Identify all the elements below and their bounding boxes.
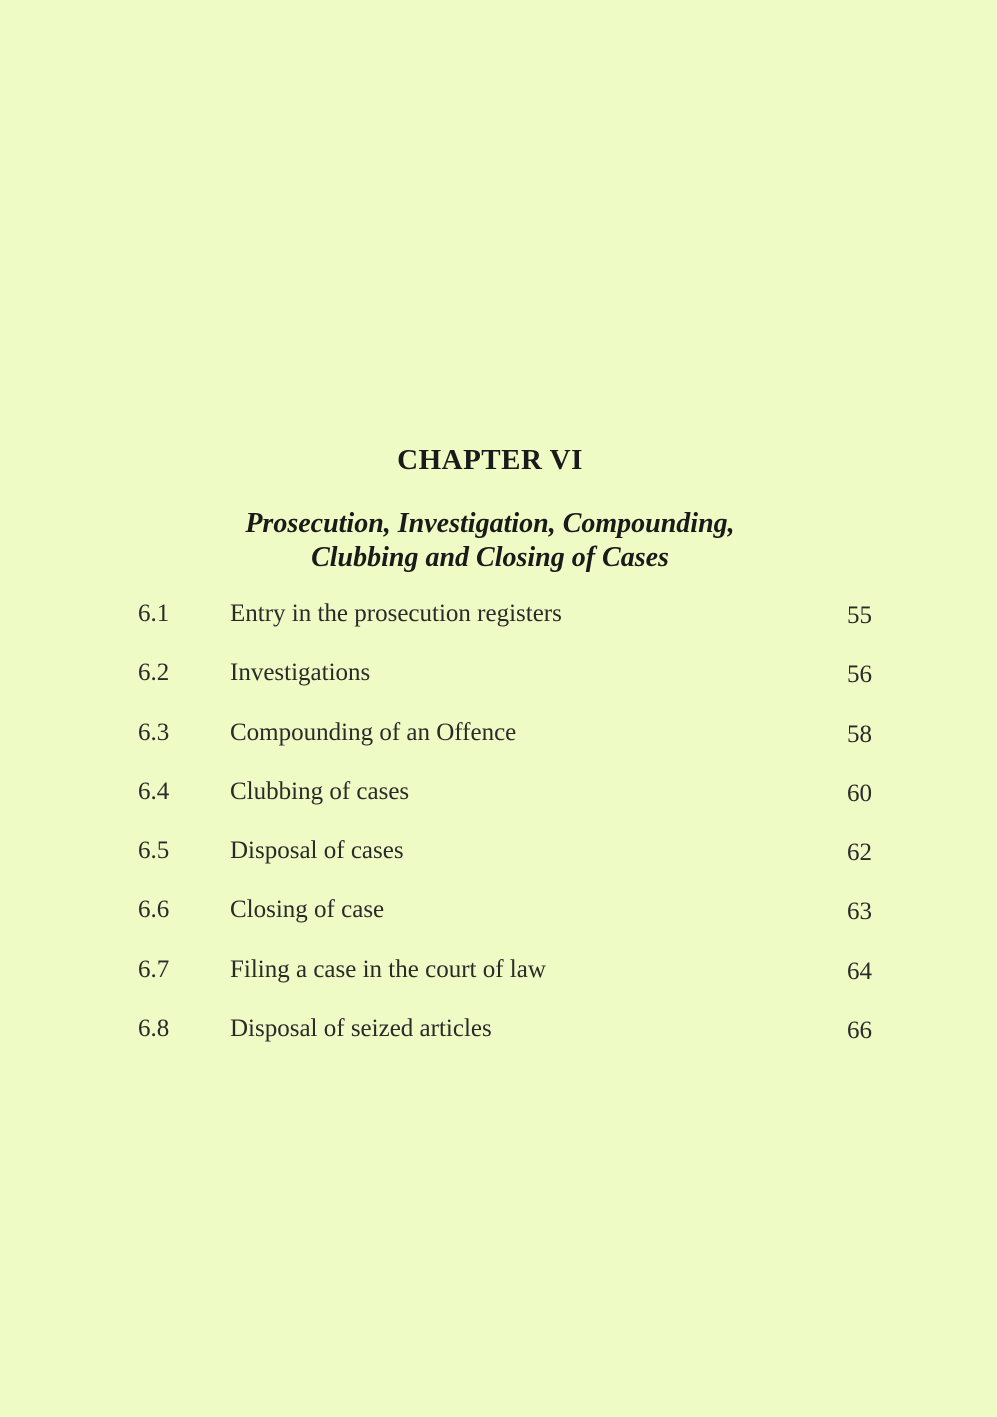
toc-entry [0,894,997,953]
toc-entry-page: 60 [847,779,872,807]
toc-entry [0,598,997,657]
toc-entry-number: 6.3 [138,718,170,746]
toc-entry [0,1013,997,1072]
toc-entry-page: 56 [847,661,872,689]
toc-entry [0,776,997,835]
toc-entry-number: 6.4 [138,777,170,805]
toc-entry [0,954,997,1013]
toc-entry-page: 62 [847,839,872,867]
toc-entry-number: 6.6 [138,896,170,924]
toc-entry-title: Clubbing of cases [230,777,410,805]
toc-entry-number: 6.7 [138,955,170,983]
chapter-subtitle-line-2: Clubbing and Closing of Cases [311,542,669,573]
toc-entry-page: 64 [847,957,872,985]
toc-entry-title: Disposal of cases [230,837,404,865]
toc-entry-page: 63 [847,898,872,926]
toc-entry [0,835,997,894]
toc-entry-title: Entry in the prosecution registers [230,600,562,627]
toc-entry-number: 6.5 [138,837,170,865]
toc-entry [0,717,997,776]
toc-entry-page: 66 [847,1017,872,1045]
chapter-subtitle [0,507,980,575]
toc-entry-title: Investigations [230,659,371,687]
toc-entry-page: 58 [847,720,872,748]
toc-entry-number: 6.2 [138,659,170,687]
toc-entry-title: Compounding of an Offence [230,718,517,746]
toc-entry-page: 55 [847,602,872,629]
toc-entry [0,657,997,716]
table-of-contents [0,598,997,1072]
toc-entry-number: 6.8 [138,1015,170,1043]
toc-entry-title: Filing a case in the court of law [230,955,546,983]
toc-entry-title: Closing of case [230,896,385,924]
chapter-subtitle-line-1: Prosecution, Investigation, Compounding, [245,508,735,539]
toc-entry-title: Disposal of seized articles [230,1015,492,1043]
chapter-heading: CHAPTER VI [397,444,583,476]
toc-entry-number: 6.1 [138,600,170,627]
